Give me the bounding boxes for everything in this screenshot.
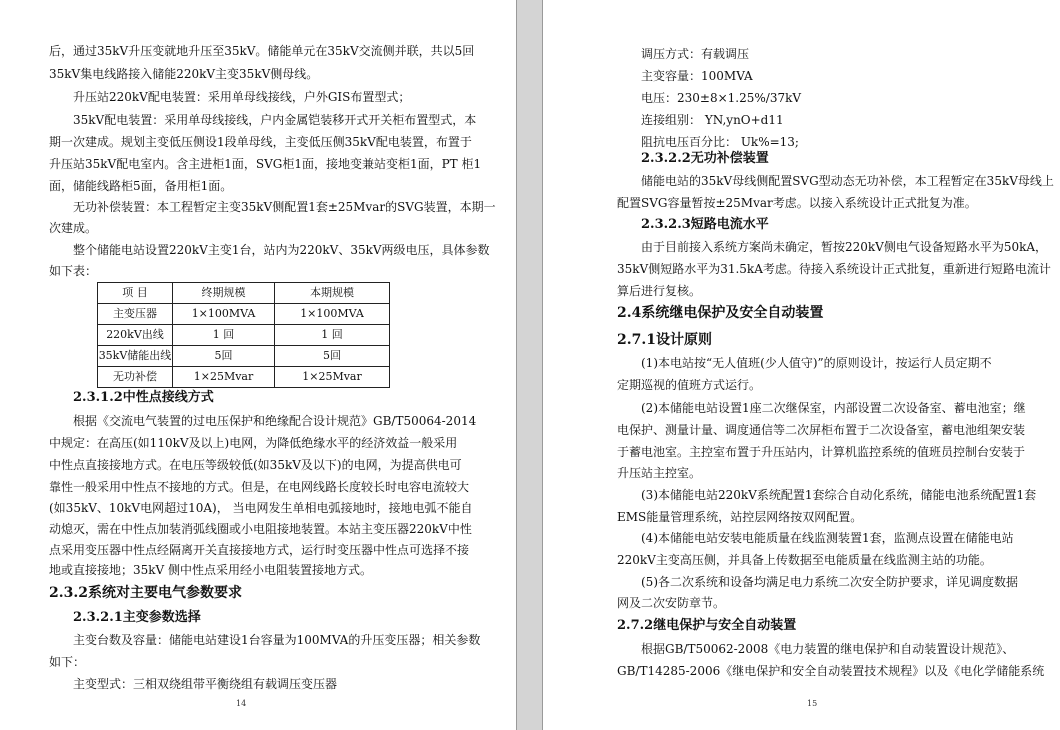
- body-line: (2)本储能电站设置1座二次继保室，内部设置二次设备室、蓄电池室；继: [641, 401, 1026, 415]
- table-cell: 1 回: [275, 325, 390, 346]
- section-heading: 2.3.2系统对主要电气参数要求: [49, 585, 242, 601]
- body-line: 电保护、测量计量、调度通信等二次屏柜布置于二次设备室，蓄电池组架安装: [617, 423, 1026, 437]
- param-line: 阻抗电压百分比： Uk%=13;: [641, 135, 799, 149]
- body-line: 根据《交流电气装置的过电压保护和绝缘配合设计规范》GB/T50064-2014: [73, 414, 477, 428]
- table-cell: 1 回: [173, 325, 275, 346]
- body-line: 动熄灭，需在中性点加装消弧线圈或小电阻接地装置。本站主变压器220kV中性: [49, 522, 472, 536]
- body-line: (1)本电站按“无人值班(少人值守)”的原则设计，按运行人员定期不: [641, 356, 992, 370]
- document-page-left: [0, 0, 516, 730]
- body-line: 定期巡视的值班方式运行。: [617, 378, 762, 392]
- table-cell: 1×100MVA: [173, 304, 275, 325]
- body-line: 面，储能线路柜5面，备用柜1面。: [49, 179, 233, 193]
- body-line: 主变台数及容量：储能电站建设1台容量为100MVA的升压变压器；相关参数: [73, 633, 481, 647]
- section-heading: 2.3.2.1主变参数选择: [73, 610, 201, 625]
- table-header-cell: 本期规模: [275, 283, 390, 304]
- param-line: 主变容量：100MVA: [641, 69, 753, 83]
- table-header-row: [98, 283, 390, 304]
- body-line: 算后进行复核。: [617, 284, 702, 298]
- body-line: 地或直接接地；35kV 侧中性点采用经小电阻装置接地方式。: [49, 563, 373, 577]
- param-line: 连接组别： YN,ynO+d11: [641, 113, 784, 127]
- body-line: 主变型式：三相双绕组带平衡绕组有载调压变压器: [73, 677, 338, 691]
- section-heading: 2.7.1设计原则: [617, 332, 712, 348]
- body-line: (3)本储能电站220kV系统配置1套综合自动化系统，储能电池系统配置1套: [641, 488, 1037, 502]
- table-cell: 主变压器: [98, 304, 173, 325]
- body-line: 储能电站的35kV母线侧配置SVG型动态无功补偿，本工程暂定在35kV母线上: [641, 174, 1054, 188]
- body-line: 220kV主变高压侧，并具备上传数据至电能质量在线监测主站的功能。: [617, 553, 992, 567]
- document-page-right: [543, 0, 1060, 730]
- table-cell: 5回: [275, 346, 390, 367]
- body-line: 35kV配电装置：采用单母线接线，户内金属铠装移开式开关柜布置型式，本: [73, 113, 477, 127]
- param-line: 电压：230±8×1.25%/37kV: [641, 91, 802, 105]
- table-cell: 1×25Mvar: [173, 367, 275, 388]
- table-cell: 1×25Mvar: [275, 367, 390, 388]
- table-cell: 5回: [173, 346, 275, 367]
- section-heading: 2.7.2继电保护与安全自动装置: [617, 618, 797, 633]
- section-heading: 2.3.2.2无功补偿装置: [641, 151, 769, 166]
- table-row: [98, 325, 390, 346]
- table-header-cell: 终期规模: [173, 283, 275, 304]
- body-line: (如35kV、10kV电网超过10A)， 当电网发生单相电弧接地时，接地电弧不能自: [49, 501, 473, 515]
- body-line: 整个储能电站设置220kV主变1台，站内为220kV、35kV两级电压，具体参数: [73, 243, 490, 257]
- table-row: [98, 304, 390, 325]
- table-header-cell: 项 目: [98, 283, 173, 304]
- body-line: 升压站主控室。: [617, 466, 702, 480]
- body-line: 无功补偿装置：本工程暂定主变35kV侧配置1套±25Mvar的SVG装置，本期一: [73, 200, 496, 214]
- body-line: 中规定：在高压(如110kV及以上)电网，为降低绝缘水平的经济效益一般采用: [49, 436, 458, 450]
- param-line: 调压方式：有载调压: [641, 47, 750, 61]
- page-number: 15: [807, 699, 818, 708]
- section-heading: 2.4系统继电保护及安全自动装置: [617, 305, 824, 321]
- table-row: [98, 346, 390, 367]
- body-line: 升压站220kV配电装置：采用单母线接线，户外GIS布置型式；: [73, 90, 411, 104]
- body-line: 配置SVG容量暂按±25Mvar考虑。以接入系统设计正式批复为准。: [617, 196, 977, 210]
- page-number: 14: [236, 699, 247, 708]
- body-line: 如下表：: [49, 264, 98, 278]
- body-line: 网及二次安防章节。: [617, 596, 726, 610]
- body-line: 由于目前接入系统方案尚未确定，暂按220kV侧电气设备短路水平为50kA，: [641, 240, 1048, 254]
- body-line: 点采用变压器中性点经隔离开关直接接地方式，运行时变压器中性点可选择不接: [49, 543, 470, 557]
- section-heading: 2.3.2.3短路电流水平: [641, 217, 769, 232]
- body-line: 后，通过35kV升压变就地升压至35kV。储能单元在35kV交流侧并联，共以5回: [49, 44, 475, 58]
- table-row: [98, 367, 390, 388]
- body-line: 根据GB/T50062-2008《电力装置的继电保护和自动装置设计规范》、: [641, 642, 1015, 656]
- body-line: (5)各二次系统和设备均满足电力系统二次安全防护要求，详见调度数据: [641, 575, 1019, 589]
- body-line: GB/T14285-2006《继电保护和安全自动装置技术规程》以及《电化学储能系统: [617, 664, 1045, 678]
- body-line: 35kV集电线路接入储能220kV主变35kV侧母线。: [49, 67, 319, 81]
- body-line: 次建成。: [49, 221, 98, 235]
- scale-table: [97, 282, 390, 388]
- page-edge: [516, 0, 517, 730]
- table-cell: 35kV储能出线: [98, 346, 173, 367]
- body-line: 如下：: [49, 655, 86, 669]
- body-line: EMS能量管理系统，站控层网络按双网配置。: [617, 510, 863, 524]
- body-line: 35kV侧短路水平为31.5kA考虑。待接入系统设计正式批复，重新进行短路电流计: [617, 262, 1051, 276]
- body-line: 靠性一般采用中性点不接地的方式。但是，在电网线路长度较长时电容电流较大: [49, 480, 470, 494]
- body-line: 中性点直接接地方式。在电压等级较低(如35kV及以下)的电网，为提高供电可: [49, 458, 462, 472]
- body-line: (4)本储能电站安装电能质量在线监测装置1套，监测点设置在储能电站: [641, 531, 1014, 545]
- section-heading: 2.3.1.2中性点接线方式: [73, 390, 214, 405]
- table-cell: 220kV出线: [98, 325, 173, 346]
- body-line: 于蓄电池室。主控室布置于升压站内，计算机监控系统的值班员控制台安装于: [617, 445, 1026, 459]
- table-cell: 无功补偿: [98, 367, 173, 388]
- table-cell: 1×100MVA: [275, 304, 390, 325]
- body-line: 期一次建成。规划主变低压侧设1段单母线，主变低压侧35kV配电装置，布置于: [49, 135, 472, 149]
- body-line: 升压站35kV配电室内。含主进柜1面，SVG柜1面，接地变兼站变柜1面，PT 柜1: [49, 157, 482, 171]
